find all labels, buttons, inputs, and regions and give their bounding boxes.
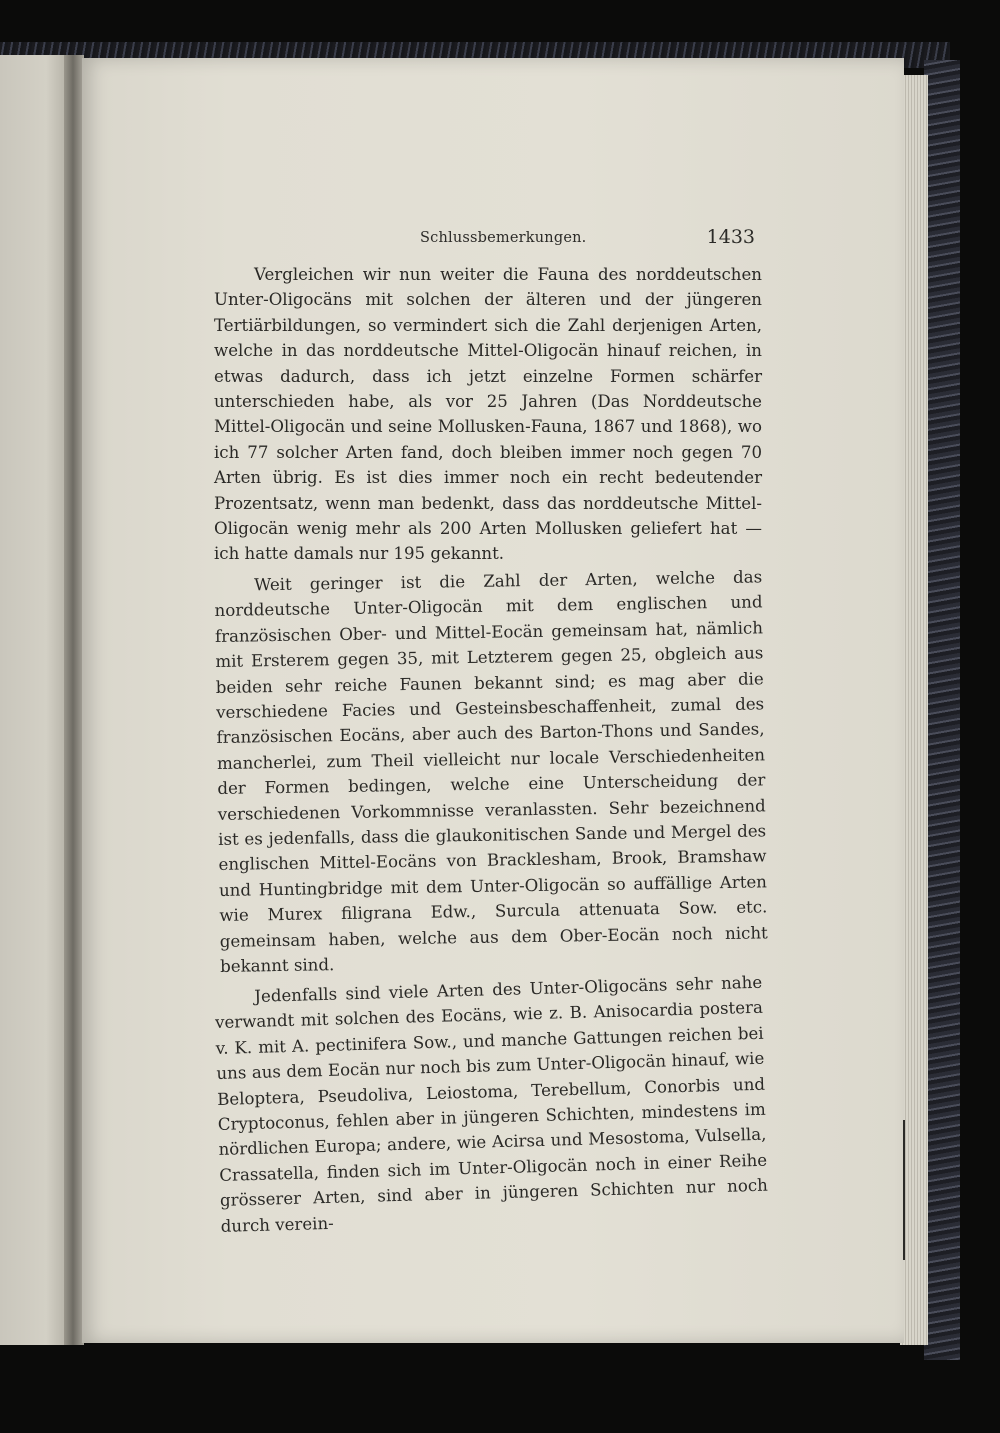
page-edge-line bbox=[903, 1120, 905, 1260]
book-binding-right bbox=[924, 60, 960, 1360]
paragraph: Jedenfalls sind viele Arten des Unter-Oligocäns sehr nahe verwandt mit solchen des Eocäns, wie z. B. Anisocardia postera v. K. mit A. pectinifera Sow., und manche Gattungen reichen bei uns aus dem Eocän nur noch bis zum Unter-Oligocän hinauf, wie Beloptera, Pseudoliva, Leiostoma, Terebellum, Conorbis und Cryptoconus, fehlen aber in jüngeren Schichten, mindestens im nördlichen Europa; andere, wie Acirsa und Mesostoma, Vulsella, Crassatella, finden sich im Unter-Oligocän noch in einer Reihe grösserer Arten, sind aber in jüngeren Schichten nur noch durch verein- bbox=[214, 973, 769, 1236]
page-body bbox=[214, 262, 769, 1239]
running-title: Schlussbemerkungen. bbox=[420, 230, 587, 246]
book-gutter bbox=[64, 55, 84, 1345]
paragraph: Weit geringer ist die Zahl der Arten, welche das norddeutsche Unter-Oligocän mit dem englischen und französischen Ober- und Mittel-Eocän gemeinsam hat, nämlich mit Ersterem gegen 35, mit Letzterem gegen 25, obgleich aus beiden sehr reiche Faunen bekannt sind; es mag aber die verschiedene Facies und Gesteinsbeschaffenheit, zumal des französischen Eocäns, aber auch des Barton-Thons und Sandes, mancherlei, zum Theil vielleicht nur locale Verschiedenheiten der Formen bedingen, welche eine Unterscheidung der verschiedenen Vorkommnisse veranlassten. Sehr bezeichnend ist es jedenfalls, dass die glaukonitischen Sande und Mergel des englischen Mittel-Eocäns von Bracklesham, Brook, Bramshaw und Huntingbridge mit dem Unter-Oligocän so auffällige Arten wie Murex filigrana Edw., Surcula attenuata Sow. etc. gemeinsam haben, welche aus dem Ober-Eocän noch nicht bekannt sind. bbox=[214, 567, 768, 976]
left-page-edge bbox=[0, 55, 66, 1345]
page-number: 1433 bbox=[706, 226, 755, 248]
page-header bbox=[420, 226, 755, 256]
paragraph: Vergleichen wir nun weiter die Fauna des norddeutschen Unter-Oligocäns mit solchen der älteren und der jüngeren Tertiärbildungen, so vermindert sich die Zahl derjenigen Arten, welche in das norddeutsche Mittel-Oligocän hinauf reichen, in etwas dadurch, dass ich jetzt einzelne Formen schärfer unterschieden habe, als vor 25 Jahren (Das Norddeutsche Mittel-Oligocän und seine Mollusken-Fauna, 1867 und 1868), wo ich 77 solcher Arten fand, doch bleiben immer noch gegen 70 Arten übrig. Es ist dies immer noch ein recht bedeutender Prozentsatz, wenn man bedenkt, dass das norddeutsche Mittel-Oligocän wenig mehr als 200 Arten Mollusken geliefert hat — ich hatte damals nur 195 gekannt. bbox=[214, 265, 762, 564]
